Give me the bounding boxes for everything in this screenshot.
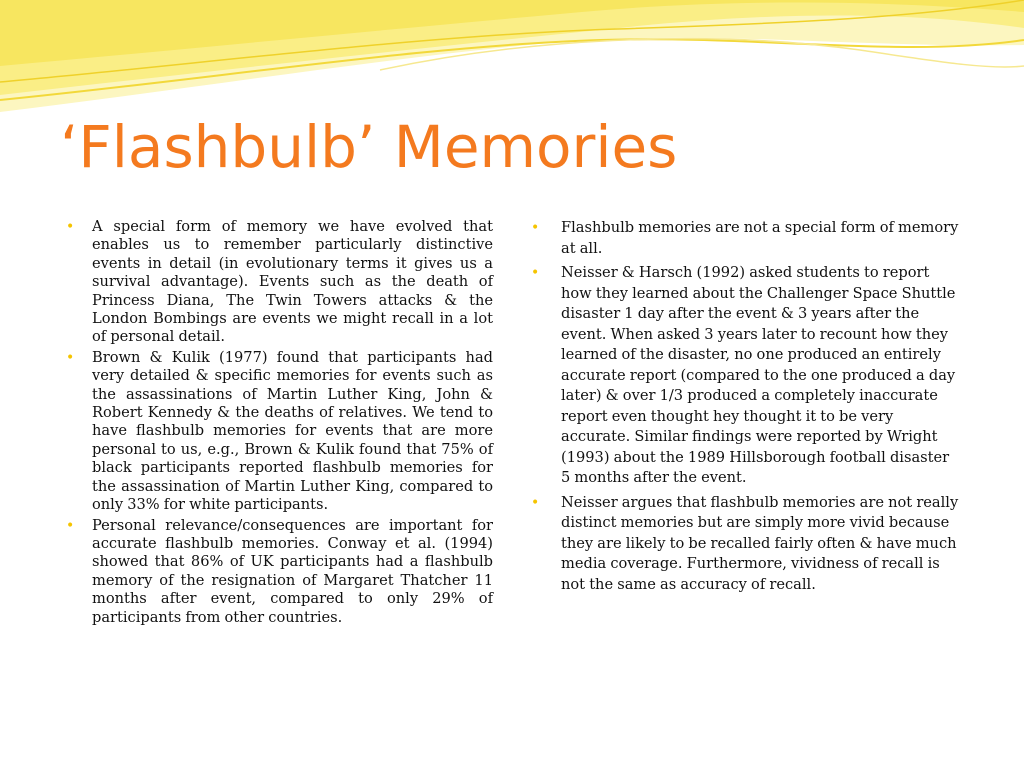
right-bullet-list (561, 218, 959, 599)
left-bullet-list (92, 218, 493, 629)
slide-title: ‘Flashbulb’ Memories (60, 113, 678, 181)
left-bullet-1: • A special form of memory we have evolved that enables us to remember particularly distinctive events in detail (in evolutionary terms it gives us a survival advantage). Events such as the death of Princess Diana, The Twin Towers attacks & the London Bombings are events we might recall in a lot of personal detail. (92, 218, 493, 347)
decorative-wave-banner (0, 0, 1024, 130)
left-bullet-2: • Brown & Kulik (1977) found that participants had very detailed & specific memories for events such as the assassinations of Martin Luther King, John & Robert Kennedy & the deaths of relatives. We tend to have flashbulb memories for events that are more personal to us, e.g., Brown & Kulik found that 75% of black participants reported flashbulb memories for the assassination of Martin Luther King, compared to only 33% for white participants. (92, 349, 493, 515)
right-bullet-1: • Flashbulb memories are not a special form of memory at all. (561, 218, 959, 259)
right-bullet-2: • Neisser & Harsch (1992) asked students to report how they learned about the Challenger Space Shuttle disaster 1 day after the event & 3 years after the event. When asked 3 years later to recount how they learned of the disaster, no one produced an entirely accurate report (compared to the one produced a day later) & over 1/3 produced a completely inaccurate report even thought hey thought it to be very accurate. Similar findings were reported by Wright (1993) about the 1989 Hillsborough football disaster 5 months after the event. (561, 263, 959, 489)
right-bullet-3: • Neisser argues that flashbulb memories are not really distinct memories but are simply more vivid because they are likely to be recalled fairly often & have much media coverage. Furthermore, vividness of recall is not the same as accuracy of recall. (561, 493, 959, 596)
left-bullet-3: • Personal relevance/consequences are important for accurate flashbulb memories. Conway et al. (1994) showed that 86% of UK participants had a flashbulb memory of the resignation of Margaret Thatcher 11 months after event, compared to only 29% of participants from other countries. (92, 517, 493, 627)
